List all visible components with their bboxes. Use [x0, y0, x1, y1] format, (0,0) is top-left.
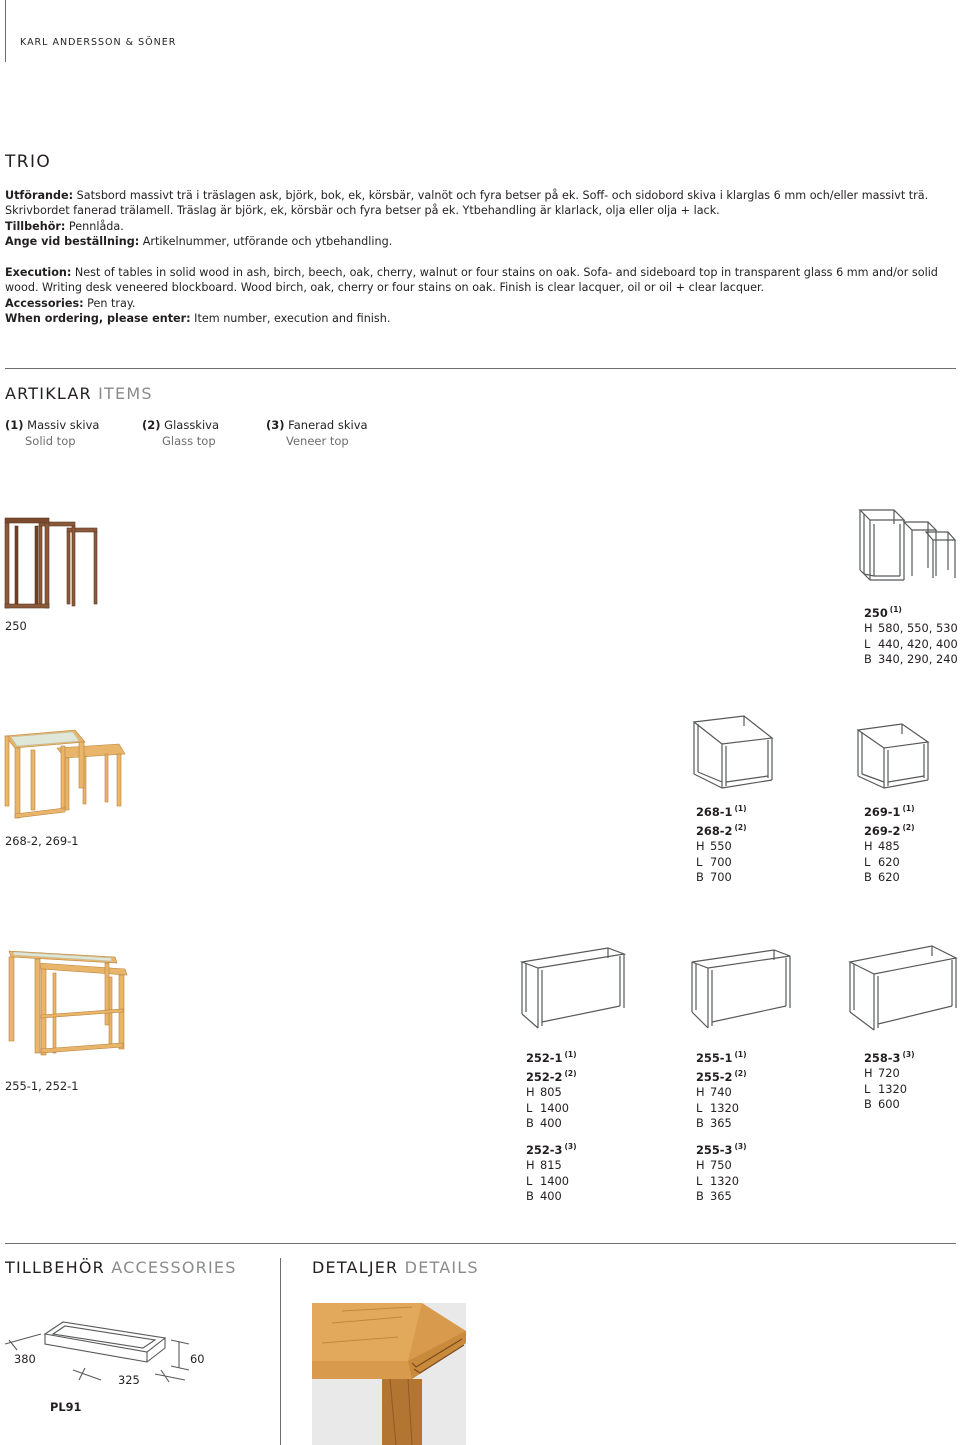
spec-268-code-1-text: 268-1	[696, 804, 733, 819]
photo-label-268-269: 268-2, 269-1	[5, 834, 79, 848]
items-section-rule	[5, 368, 956, 369]
execution-sv	[5, 188, 945, 219]
spec-252-3-code-text: 252-3	[526, 1142, 563, 1157]
spec-255-3-h	[696, 1158, 747, 1173]
execution-sv-text: Satsbord massivt trä i träslagen ask, björk, bok, ek, körsbär, valnöt och fyra betser på ek. Soff- och sidobord skiva i klarglas 6 mm och/eller massivt trä. Skrivbordet fanerad trälamell. Träslag är björk, ek, körsbär och fyra betser på ek. Ytbehandling är klarlack, olja eller olja + lack.	[5, 189, 929, 218]
spec-252-h-val: 805	[540, 1085, 562, 1100]
spec-252-code-1	[526, 1047, 577, 1066]
spec-250	[864, 602, 958, 667]
spec-258-l-key: L	[864, 1081, 871, 1096]
spec-255-code-1-text: 255-1	[696, 1050, 733, 1065]
spec-269-l-val: 620	[878, 854, 900, 869]
accessories-heading-en: ACCESSORIES	[111, 1258, 237, 1277]
drawing-269	[856, 724, 930, 790]
spec-250-l-val: 440, 420, 400	[878, 636, 958, 651]
spec-258-code-text: 258-3	[864, 1050, 901, 1065]
drawing-255	[692, 950, 792, 1030]
execution-en-text: Nest of tables in solid wood in ash, birch, beech, oak, cherry, walnut or four stains on oak. Sofa- and sideboard top in transparent glass 6 mm and/or solid wood. Writing desk veneered blockboard. Wood birch, oak, cherry or four stains on oak. Finish is clear lacquer, oil or oil + clear lacquer.	[5, 266, 938, 295]
spec-269-b-val: 620	[878, 870, 900, 885]
spec-258-b-val: 600	[878, 1097, 900, 1112]
spec-268-l-key: L	[696, 854, 703, 869]
spec-255-3-b	[696, 1189, 747, 1204]
spec-250-h-val: 580, 550, 530	[878, 621, 958, 636]
spec-250-code-text: 250	[864, 605, 888, 620]
spec-269-code-2	[864, 820, 915, 839]
spec-255-3-b-key: B	[696, 1189, 704, 1204]
order-sv-label: Ange vid beställning:	[5, 235, 140, 249]
spec-252-l	[526, 1101, 577, 1116]
spec-269-h-val: 485	[878, 839, 900, 854]
product-title: TRIO	[5, 152, 52, 172]
spec-255	[696, 1047, 747, 1132]
spec-258-l	[864, 1082, 915, 1097]
spec-258-code	[864, 1047, 915, 1066]
legend-veneer-en: Veneer top	[286, 434, 349, 448]
spec-252-h-key: H	[526, 1085, 535, 1100]
spec-252-3-b	[526, 1189, 577, 1204]
bottom-section-rule	[5, 1243, 956, 1244]
spec-255-code-1	[696, 1047, 747, 1066]
photo-label-252-255: 255-1, 252-1	[5, 1079, 79, 1093]
section-divider	[280, 1258, 281, 1445]
spec-269-l	[864, 855, 915, 870]
spec-255-h-val: 740	[710, 1085, 732, 1100]
spec-252-b	[526, 1116, 577, 1131]
spec-250-l-key: L	[864, 636, 871, 651]
legend-glass-num: (2)	[142, 418, 161, 432]
spec-255-b-val: 365	[710, 1116, 732, 1131]
spec-255-b-key: B	[696, 1116, 704, 1131]
detail-photo	[312, 1303, 466, 1445]
spec-252-3-h-key: H	[526, 1158, 535, 1173]
legend-veneer	[266, 417, 368, 449]
spec-268-code-2-sup: (2)	[734, 823, 747, 833]
spec-250-h	[864, 621, 958, 636]
spec-268-l-val: 700	[710, 854, 732, 869]
accessories-en-label: Accessories:	[5, 296, 84, 310]
spec-255-h-key: H	[696, 1085, 705, 1100]
brand-name: KARL ANDERSSON & SÖNER	[20, 37, 177, 48]
spec-252-code-1-text: 252-1	[526, 1050, 563, 1065]
spec-255-3-l	[696, 1174, 747, 1189]
spec-255-code-1-sup: (1)	[734, 1050, 747, 1059]
spec-252-3-l-val: 1400	[540, 1173, 569, 1188]
spec-268-b-key: B	[696, 870, 704, 885]
spec-255-3	[696, 1139, 747, 1204]
execution-en	[5, 265, 945, 296]
accessories-sv-text: Pennlåda.	[65, 219, 124, 233]
spec-268-h	[696, 839, 747, 854]
details-heading	[312, 1258, 479, 1277]
spec-269-b	[864, 870, 915, 885]
spec-269-b-key: B	[864, 870, 872, 885]
spec-255-3-b-val: 365	[710, 1189, 732, 1204]
spec-252-h	[526, 1085, 577, 1100]
legend-solid-sv: Massiv skiva	[27, 418, 100, 432]
spec-250-l	[864, 637, 958, 652]
description-en	[5, 265, 945, 327]
spec-252-3-b-val: 400	[540, 1189, 562, 1204]
spec-252-b-key: B	[526, 1116, 534, 1131]
spec-250-code	[864, 602, 958, 621]
accessories-en	[5, 296, 945, 311]
description-sv	[5, 188, 945, 250]
spec-250-b-key: B	[864, 652, 872, 667]
spec-268-l	[696, 855, 747, 870]
execution-en-label: Execution:	[5, 266, 72, 279]
spec-255-3-code	[696, 1139, 747, 1158]
spec-269-h-key: H	[864, 839, 873, 854]
legend-solid-en: Solid top	[25, 434, 76, 448]
spec-258-b	[864, 1097, 915, 1112]
spec-258-l-val: 1320	[878, 1081, 907, 1096]
spec-269-code-2-sup: (2)	[902, 823, 915, 833]
spec-252-3	[526, 1139, 577, 1204]
photo-label-250: 250	[5, 619, 27, 633]
spec-252-l-val: 1400	[540, 1100, 569, 1115]
spec-258-b-key: B	[864, 1097, 872, 1112]
items-heading	[5, 384, 153, 403]
details-heading-sv: DETALJER	[312, 1258, 399, 1277]
drawing-250	[858, 510, 958, 582]
accessories-en-text: Pen tray.	[83, 296, 136, 310]
spec-252-code-2	[526, 1066, 577, 1085]
drawing-252	[522, 948, 626, 1030]
spec-255-3-code-sup: (3)	[734, 1142, 747, 1151]
product-photo-252-255	[5, 945, 133, 1065]
spec-268-code-1-sup: (1)	[734, 804, 747, 813]
spec-269-code-2-text: 269-2	[864, 824, 901, 838]
order-en-label: When ordering, please enter:	[5, 312, 191, 326]
spec-268-h-val: 550	[710, 839, 732, 854]
spec-252-3-code	[526, 1139, 577, 1158]
spec-255-b	[696, 1116, 747, 1131]
items-heading-sv: ARTIKLAR	[5, 384, 92, 403]
pen-tray-depth: 325	[118, 1373, 140, 1387]
accessories-heading-sv: TILLBEHÖR	[5, 1258, 105, 1277]
spec-258-h-val: 720	[878, 1066, 900, 1081]
legend-solid	[5, 417, 99, 449]
spec-252-3-l-key: L	[526, 1173, 533, 1188]
details-heading-en: DETAILS	[404, 1258, 479, 1277]
spec-269-h	[864, 839, 915, 854]
spec-268-code-2	[696, 820, 747, 839]
spec-255-3-h-val: 750	[710, 1158, 732, 1173]
legend-solid-num: (1)	[5, 418, 24, 432]
spec-250-b	[864, 652, 958, 667]
spec-252-3-b-key: B	[526, 1189, 534, 1204]
pen-tray-length: 380	[14, 1352, 36, 1366]
order-sv-text: Artikelnummer, utförande och ytbehandling.	[139, 235, 393, 249]
spec-269	[864, 801, 915, 886]
product-photo-268-269	[5, 728, 125, 820]
spec-252-3-l	[526, 1174, 577, 1189]
spec-269-code-1-text: 269-1	[864, 804, 901, 819]
legend-glass-sv: Glasskiva	[164, 418, 220, 432]
spec-252-3-code-sup: (3)	[564, 1142, 577, 1151]
spec-255-code-2-text: 255-2	[696, 1070, 733, 1084]
spec-268-code-2-text: 268-2	[696, 824, 733, 838]
spec-258-code-sup: (3)	[902, 1050, 915, 1059]
execution-sv-label: Utförande:	[5, 189, 74, 202]
spec-255-3-l-key: L	[696, 1173, 703, 1188]
spec-269-code-1-sup: (1)	[902, 804, 915, 813]
spec-255-l-val: 1320	[710, 1100, 739, 1115]
accessories-sv-label: Tillbehör:	[5, 219, 66, 233]
spec-255-3-code-text: 255-3	[696, 1142, 733, 1157]
product-photo-250	[5, 518, 100, 610]
spec-252-code-2-text: 252-2	[526, 1070, 563, 1084]
legend-glass-en: Glass top	[162, 434, 216, 448]
drawing-268	[692, 716, 774, 790]
spec-269-code-1	[864, 801, 915, 820]
spec-255-l-key: L	[696, 1100, 703, 1115]
spec-252-3-h-val: 815	[540, 1158, 562, 1173]
order-en-text: Item number, execution and finish.	[190, 312, 391, 326]
spec-255-3-h-key: H	[696, 1158, 705, 1173]
spec-255-3-l-val: 1320	[710, 1173, 739, 1188]
legend-veneer-num: (3)	[266, 418, 285, 432]
pen-tray-height: 60	[190, 1352, 205, 1366]
spec-258-h	[864, 1066, 915, 1081]
spec-252-code-1-sup: (1)	[564, 1050, 577, 1059]
accessories-sv	[5, 219, 945, 234]
spec-258-h-key: H	[864, 1066, 873, 1081]
spec-268-b	[696, 870, 747, 885]
spec-255-l	[696, 1101, 747, 1116]
spec-252	[526, 1047, 577, 1132]
spec-269-l-key: L	[864, 854, 871, 869]
spec-255-code-2-sup: (2)	[734, 1069, 747, 1079]
spec-255-code-2	[696, 1066, 747, 1085]
spec-252-l-key: L	[526, 1100, 533, 1115]
items-heading-en: ITEMS	[98, 384, 153, 403]
header-rule	[5, 0, 6, 62]
spec-268-b-val: 700	[710, 870, 732, 885]
pen-tray-code: PL91	[50, 1400, 82, 1414]
spec-258	[864, 1047, 915, 1112]
spec-250-b-val: 340, 290, 240	[878, 652, 958, 667]
order-en	[5, 311, 945, 326]
accessories-heading	[5, 1258, 237, 1277]
legend-veneer-sv: Fanerad skiva	[288, 418, 368, 432]
spec-268-code-1	[696, 801, 747, 820]
spec-250-code-sup: (1)	[889, 605, 902, 614]
spec-268-h-key: H	[696, 839, 705, 854]
drawing-258	[850, 946, 958, 1032]
spec-252-code-2-sup: (2)	[564, 1069, 577, 1079]
spec-252-b-val: 400	[540, 1116, 562, 1131]
spec-255-h	[696, 1085, 747, 1100]
spec-268	[696, 801, 747, 886]
spec-250-h-key: H	[864, 621, 873, 636]
order-sv	[5, 234, 945, 249]
spec-252-3-h	[526, 1158, 577, 1173]
legend-glass	[142, 417, 219, 449]
